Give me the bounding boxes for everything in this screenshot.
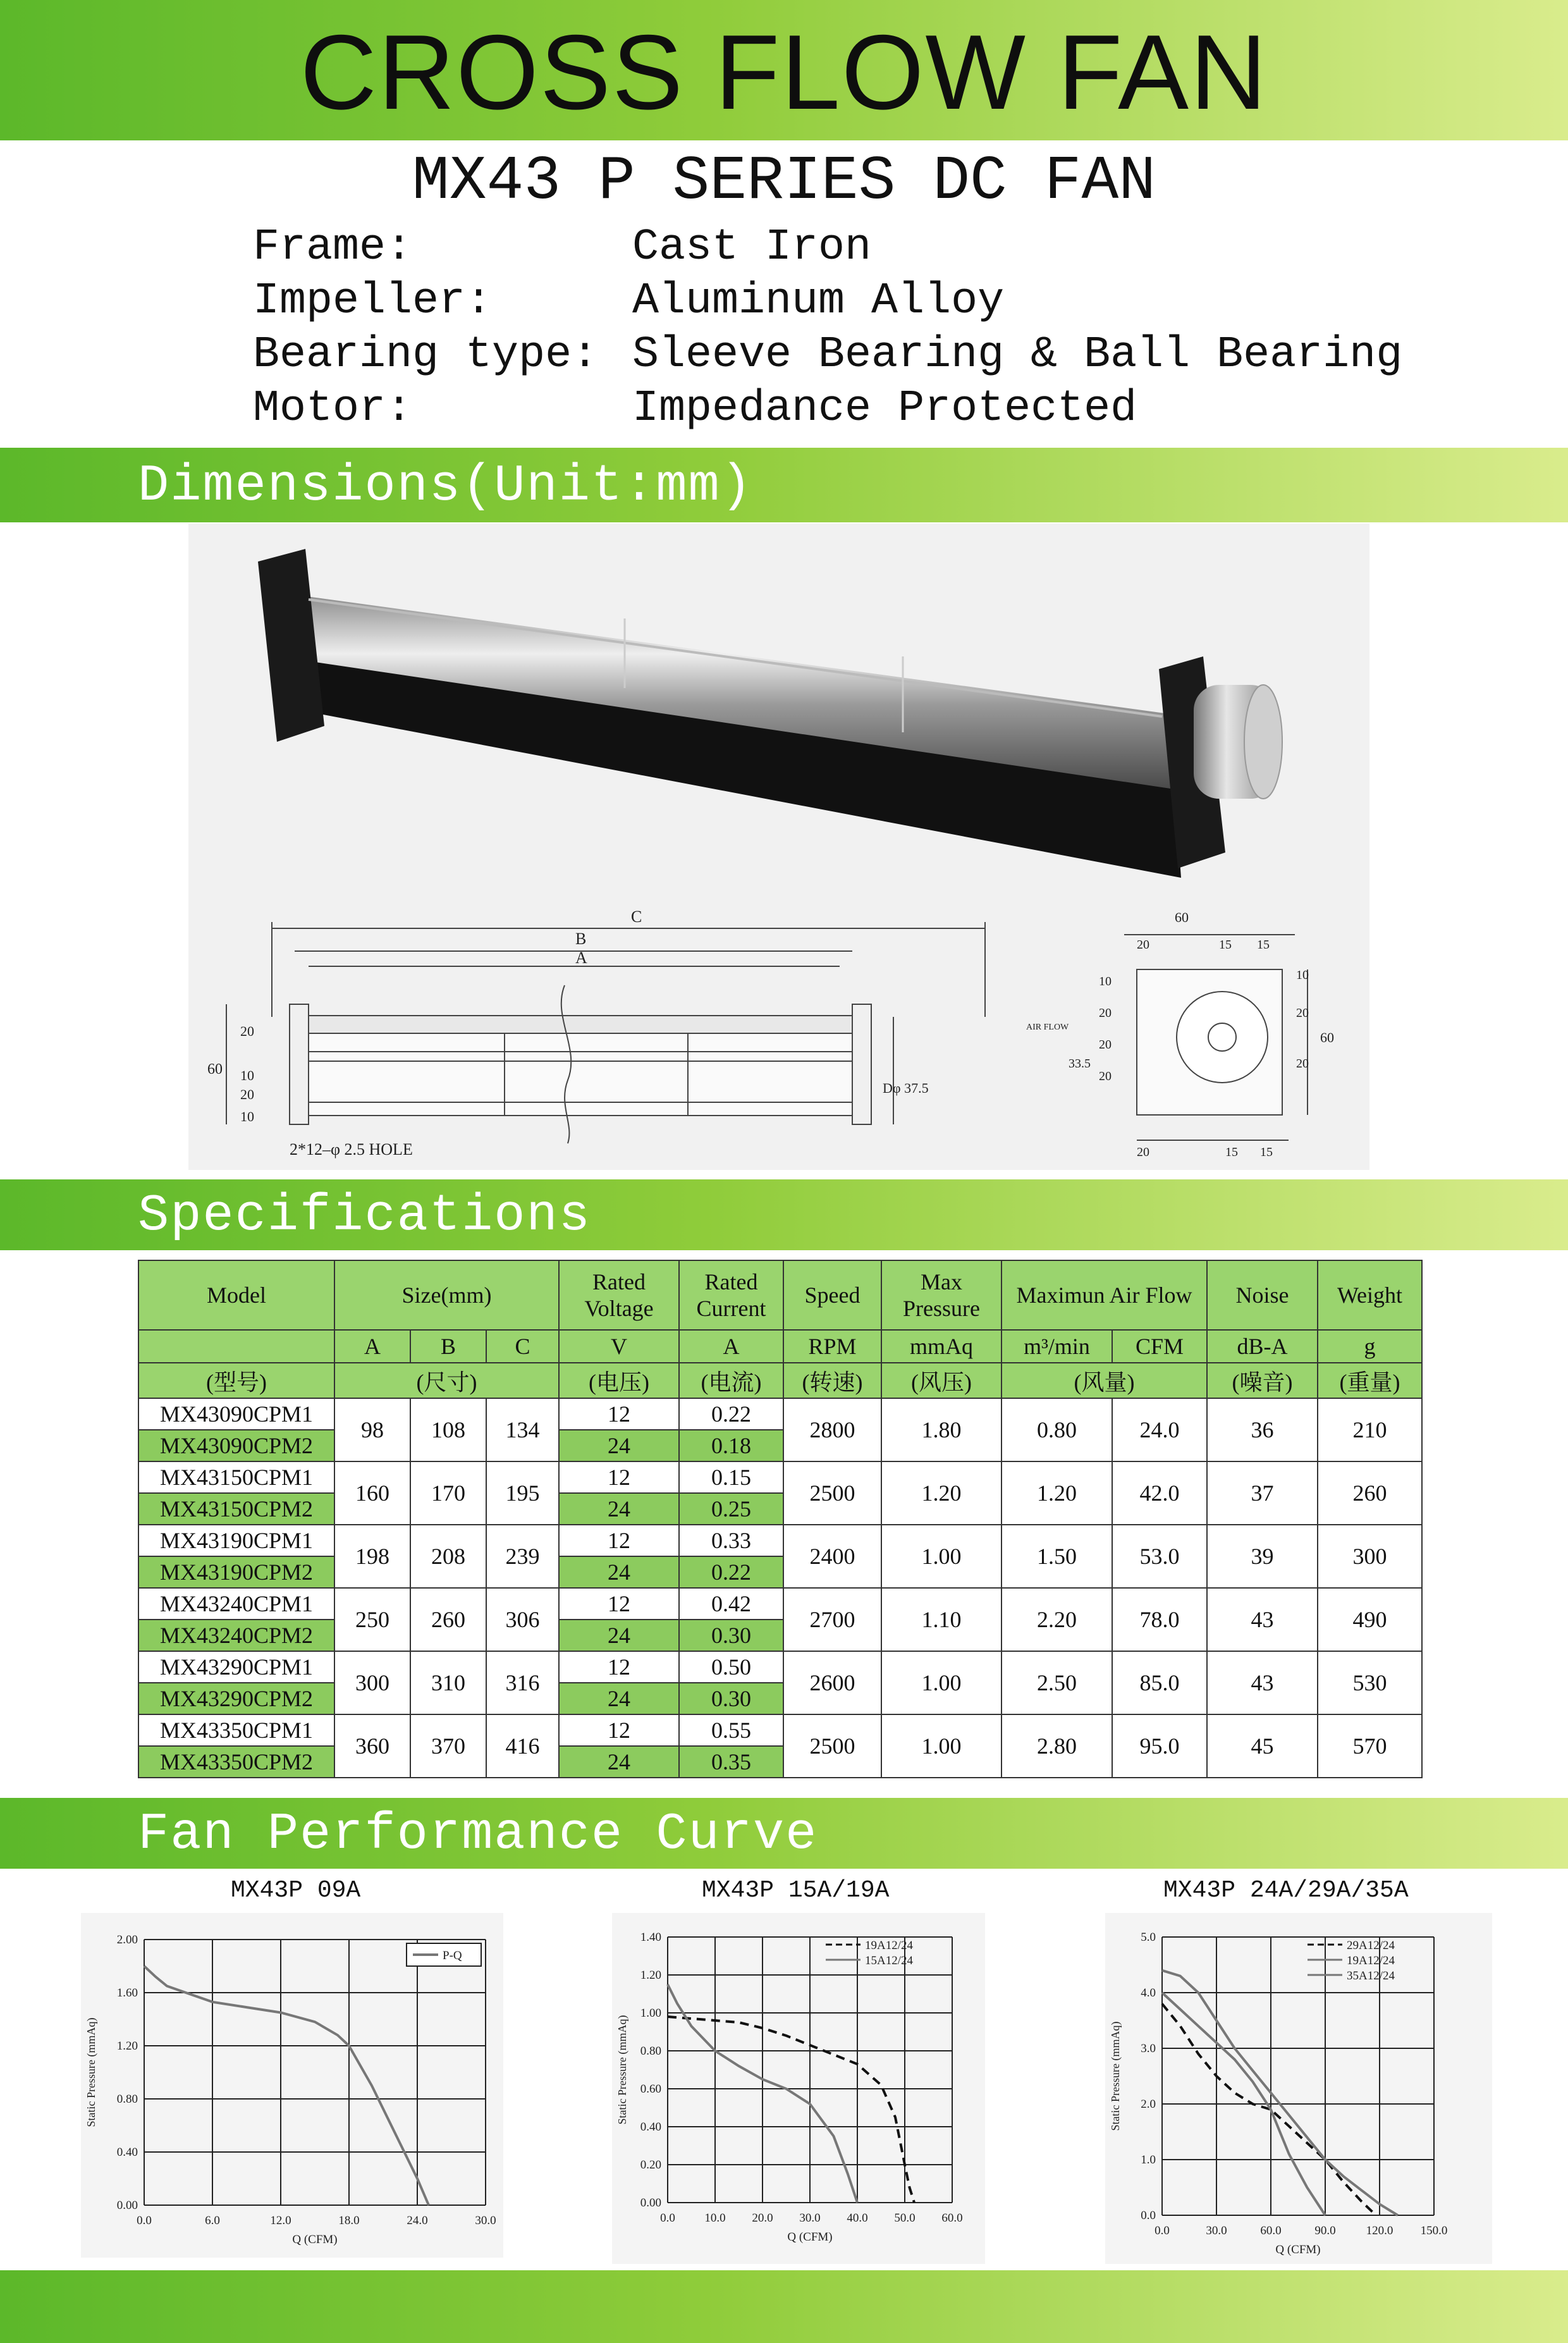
voltage-cell: 24: [559, 1746, 679, 1778]
x-tick-label: 10.0: [704, 2211, 726, 2225]
x-tick-label: 6.0: [205, 2214, 220, 2227]
dim-diameter: Dφ 37.5: [883, 1080, 929, 1096]
th-noise: Noise: [1207, 1260, 1318, 1330]
noise-cell: 43: [1207, 1588, 1318, 1651]
size-c-cell: 195: [486, 1461, 559, 1525]
current-cell: 0.30: [679, 1620, 783, 1651]
spec-label-frame: Frame:: [253, 223, 413, 273]
size-a-cell: 198: [334, 1525, 410, 1588]
x-tick-label: 0.0: [137, 2214, 152, 2227]
x-tick-label: 24.0: [407, 2214, 428, 2227]
model-cell: MX43190CPM2: [138, 1556, 334, 1588]
speed-cell: 2500: [783, 1714, 881, 1778]
voltage-cell: 24: [559, 1620, 679, 1651]
unit-mmaq: mmAq: [881, 1330, 1001, 1363]
side-top-15b: 15: [1257, 938, 1270, 952]
x-tick-label: 90.0: [1314, 2224, 1336, 2237]
voltage-cell: 24: [559, 1556, 679, 1588]
y-tick-label: 1.60: [116, 1986, 138, 2000]
side-view-drawing: [1124, 935, 1308, 1140]
airflow-cfm-cell: 78.0: [1112, 1588, 1207, 1651]
speed-cell: 2400: [783, 1525, 881, 1588]
hole-note: 2*12–φ 2.5 HOLE: [290, 1140, 413, 1159]
y-tick-label: 4.0: [1141, 1986, 1156, 2000]
y-tick-label: 0.40: [640, 2120, 661, 2134]
chart-title-24a: MX43P 24A/29A/35A: [1163, 1877, 1409, 1904]
speed-cell: 2700: [783, 1588, 881, 1651]
current-cell: 0.42: [679, 1588, 783, 1620]
table-row: [138, 1525, 1422, 1556]
size-a-cell: 360: [334, 1714, 410, 1778]
side-right-20b: 20: [1296, 1057, 1309, 1071]
speed-cell: 2600: [783, 1651, 881, 1714]
model-cell: MX43350CPM2: [138, 1746, 334, 1778]
size-b-cell: 310: [410, 1651, 486, 1714]
spec-table-body: [138, 1398, 1422, 1778]
unit-dba: dB-A: [1207, 1330, 1318, 1363]
size-b-cell: 208: [410, 1525, 486, 1588]
size-b-cell: 170: [410, 1461, 486, 1525]
y-axis-label: Static Pressure (mmAq): [85, 2017, 97, 2127]
side-bottom-15a: 15: [1225, 1145, 1238, 1159]
spec-table: [138, 1260, 1423, 1778]
y-tick-label: 1.20: [116, 2039, 138, 2053]
chart-24a: [1105, 1913, 1492, 2264]
airflow-cfm-cell: 42.0: [1112, 1461, 1207, 1525]
side-dim-33-5: 33.5: [1069, 1057, 1091, 1071]
airflow-m3-cell: 1.50: [1001, 1525, 1112, 1588]
unit-amp: A: [679, 1330, 783, 1363]
speed-cell: 2500: [783, 1461, 881, 1525]
model-cell: MX43350CPM1: [138, 1714, 334, 1746]
table-row: [138, 1588, 1422, 1620]
y-tick-label: 0.0: [1141, 2209, 1156, 2222]
unit-c: C: [486, 1330, 559, 1363]
side-left-10: 10: [1099, 975, 1112, 988]
x-tick-label: 30.0: [475, 2214, 496, 2227]
current-cell: 0.35: [679, 1746, 783, 1778]
side-right-20a: 20: [1296, 1006, 1309, 1020]
chart-15a: [612, 1913, 985, 2264]
model-cell: MX43150CPM1: [138, 1461, 334, 1493]
side-top-15a: 15: [1219, 938, 1232, 952]
weight-cell: 530: [1318, 1651, 1422, 1714]
x-tick-label: 40.0: [847, 2211, 868, 2225]
x-tick-label: 18.0: [338, 2214, 360, 2227]
dim-left-10b: 10: [240, 1109, 254, 1124]
cn-noise: (噪音): [1207, 1363, 1318, 1398]
y-tick-label: 0.00: [640, 2196, 661, 2210]
cn-current: (电流): [679, 1363, 783, 1398]
cn-size: (尺寸): [334, 1363, 559, 1398]
noise-cell: 43: [1207, 1651, 1318, 1714]
y-axis-label: Static Pressure (mmAq): [1109, 2021, 1122, 2131]
size-b-cell: 108: [410, 1398, 486, 1461]
current-cell: 0.50: [679, 1651, 783, 1683]
cn-weight: (重量): [1318, 1363, 1422, 1398]
x-tick-label: 0.0: [660, 2211, 675, 2225]
pressure-cell: 1.10: [881, 1588, 1001, 1651]
legend-label: 19A12/24: [1347, 1954, 1395, 1967]
noise-cell: 36: [1207, 1398, 1318, 1461]
dim-left-20b: 20: [240, 1086, 254, 1102]
chart-24a-svg: [1105, 1913, 1492, 2264]
chart-15a-svg: [612, 1913, 985, 2264]
legend-label: 19A12/24: [865, 1939, 913, 1952]
weight-cell: 210: [1318, 1398, 1422, 1461]
front-view-drawing: [226, 922, 985, 1143]
chart-title-15a: MX43P 15A/19A: [702, 1877, 890, 1904]
dim-left-60: 60: [207, 1061, 223, 1078]
spec-value-impeller: Aluminum Alloy: [632, 276, 1005, 326]
x-axis-label: Q (CFM): [1275, 2243, 1321, 2256]
dim-left-20a: 20: [240, 1023, 254, 1039]
y-tick-label: 0.20: [640, 2158, 661, 2172]
side-left-20a: 20: [1099, 1006, 1112, 1020]
table-row: [138, 1651, 1422, 1683]
voltage-cell: 24: [559, 1430, 679, 1461]
current-cell: 0.22: [679, 1398, 783, 1430]
cn-airflow: (风量): [1001, 1363, 1207, 1398]
pressure-cell: 1.00: [881, 1651, 1001, 1714]
airflow-cfm-cell: 53.0: [1112, 1525, 1207, 1588]
x-tick-label: 30.0: [1206, 2224, 1227, 2237]
fan-housing: [258, 549, 1225, 878]
dim-left-10a: 10: [240, 1067, 254, 1083]
table-row: [138, 1398, 1422, 1430]
cn-pressure: (风压): [881, 1363, 1001, 1398]
current-cell: 0.25: [679, 1493, 783, 1525]
current-cell: 0.30: [679, 1683, 783, 1714]
voltage-cell: 24: [559, 1683, 679, 1714]
side-right-10: 10: [1296, 968, 1309, 982]
th-model: Model: [138, 1260, 334, 1330]
current-cell: 0.22: [679, 1556, 783, 1588]
spec-value-bearing: Sleeve Bearing & Ball Bearing: [632, 330, 1403, 380]
y-tick-label: 3.0: [1141, 2042, 1156, 2055]
side-bottom-15b: 15: [1260, 1145, 1273, 1159]
size-a-cell: 250: [334, 1588, 410, 1651]
airflow-m3-cell: 2.50: [1001, 1651, 1112, 1714]
size-a-cell: 98: [334, 1398, 410, 1461]
weight-cell: 570: [1318, 1714, 1422, 1778]
dim-label-a: A: [575, 949, 587, 967]
model-cell: MX43240CPM2: [138, 1620, 334, 1651]
y-tick-label: 0.80: [116, 2093, 138, 2106]
th-size: Size(mm): [334, 1260, 559, 1330]
size-a-cell: 160: [334, 1461, 410, 1525]
x-axis-label: Q (CFM): [787, 2230, 833, 2244]
x-tick-label: 150.0: [1420, 2224, 1448, 2237]
y-tick-label: 2.00: [116, 1933, 138, 1946]
speed-cell: 2800: [783, 1398, 881, 1461]
side-left-20c: 20: [1099, 1069, 1112, 1083]
unit-b: B: [410, 1330, 486, 1363]
pressure-cell: 1.00: [881, 1525, 1001, 1588]
size-c-cell: 239: [486, 1525, 559, 1588]
unit-v: V: [559, 1330, 679, 1363]
x-tick-label: 12.0: [270, 2214, 291, 2227]
chart-09a: [81, 1913, 503, 2258]
x-tick-label: 0.0: [1155, 2224, 1170, 2237]
th-airflow: Maximun Air Flow: [1001, 1260, 1207, 1330]
cn-voltage: (电压): [559, 1363, 679, 1398]
unit-m3: m³/min: [1001, 1330, 1112, 1363]
spec-label-impeller: Impeller:: [253, 276, 493, 326]
footer-banner: [0, 2270, 1568, 2343]
legend-label: 15A12/24: [865, 1954, 913, 1967]
model-cell: MX43090CPM2: [138, 1430, 334, 1461]
dim-label-b: B: [575, 930, 587, 948]
size-c-cell: 416: [486, 1714, 559, 1778]
airflow-m3-cell: 0.80: [1001, 1398, 1112, 1461]
x-tick-label: 120.0: [1366, 2224, 1393, 2237]
pressure-cell: 1.80: [881, 1398, 1001, 1461]
series-line: [1162, 2004, 1376, 2215]
model-cell: MX43240CPM1: [138, 1588, 334, 1620]
specifications-heading: Specifications: [138, 1186, 591, 1245]
y-tick-label: 2.0: [1141, 2098, 1156, 2111]
side-bottom-20: 20: [1137, 1145, 1149, 1159]
side-right-60: 60: [1320, 1030, 1334, 1045]
pressure-cell: 1.00: [881, 1714, 1001, 1778]
model-cell: MX43290CPM2: [138, 1683, 334, 1714]
spec-label-motor: Motor:: [253, 384, 413, 434]
y-axis-label: Static Pressure (mmAq): [616, 2015, 628, 2125]
y-tick-label: 1.0: [1141, 2153, 1156, 2167]
cn-model: (型号): [138, 1363, 334, 1398]
table-row: [138, 1461, 1422, 1493]
unit-rpm: RPM: [783, 1330, 881, 1363]
airflow-cfm-cell: 95.0: [1112, 1714, 1207, 1778]
weight-cell: 260: [1318, 1461, 1422, 1525]
x-tick-label: 50.0: [894, 2211, 916, 2225]
model-cell: MX43150CPM2: [138, 1493, 334, 1525]
unit-a: A: [334, 1330, 410, 1363]
page-subtitle: MX43 P SERIES DC FAN: [412, 147, 1156, 217]
size-a-cell: 300: [334, 1651, 410, 1714]
page-title: CROSS FLOW FAN: [300, 13, 1268, 132]
pressure-cell: 1.20: [881, 1461, 1001, 1525]
size-b-cell: 260: [410, 1588, 486, 1651]
legend-label: 29A12/24: [1347, 1939, 1395, 1952]
current-cell: 0.15: [679, 1461, 783, 1493]
performance-heading: Fan Performance Curve: [138, 1805, 818, 1864]
current-cell: 0.18: [679, 1430, 783, 1461]
voltage-cell: 12: [559, 1398, 679, 1430]
spec-value-motor: Impedance Protected: [632, 384, 1137, 434]
size-c-cell: 134: [486, 1398, 559, 1461]
y-tick-label: 0.60: [640, 2082, 661, 2096]
x-tick-label: 60.0: [1260, 2224, 1282, 2237]
size-c-cell: 306: [486, 1588, 559, 1651]
th-weight: Weight: [1318, 1260, 1422, 1330]
unit-blank: [138, 1330, 334, 1363]
x-tick-label: 60.0: [941, 2211, 963, 2225]
fan-photo: [188, 524, 1369, 1170]
side-top-20: 20: [1137, 938, 1149, 952]
y-tick-label: 0.00: [116, 2199, 138, 2212]
y-tick-label: 1.20: [640, 1969, 661, 1982]
th-voltage: Rated Voltage: [559, 1260, 679, 1330]
side-left-20b: 20: [1099, 1038, 1112, 1052]
noise-cell: 45: [1207, 1714, 1318, 1778]
voltage-cell: 12: [559, 1525, 679, 1556]
dimensions-heading: Dimensions(Unit:mm): [138, 457, 753, 515]
y-tick-label: 5.0: [1141, 1931, 1156, 1944]
voltage-cell: 24: [559, 1493, 679, 1525]
size-b-cell: 370: [410, 1714, 486, 1778]
size-c-cell: 316: [486, 1651, 559, 1714]
weight-cell: 300: [1318, 1525, 1422, 1588]
voltage-cell: 12: [559, 1588, 679, 1620]
spec-label-bearing: Bearing type:: [253, 330, 599, 380]
x-axis-label: Q (CFM): [292, 2233, 338, 2246]
th-speed: Speed: [783, 1260, 881, 1330]
airflow-cfm-cell: 24.0: [1112, 1398, 1207, 1461]
fan-motor: [1194, 685, 1282, 799]
airflow-m3-cell: 1.20: [1001, 1461, 1112, 1525]
dim-label-c: C: [631, 907, 642, 926]
legend-label: P-Q: [443, 1949, 462, 1962]
noise-cell: 37: [1207, 1461, 1318, 1525]
cn-speed: (转速): [783, 1363, 881, 1398]
x-tick-label: 30.0: [799, 2211, 821, 2225]
dimensions-panel: [188, 524, 1369, 1170]
airflow-label: AIR FLOW: [1026, 1023, 1069, 1032]
th-current: Rated Current: [679, 1260, 783, 1330]
legend-label: 35A12/24: [1347, 1969, 1395, 1983]
model-cell: MX43090CPM1: [138, 1398, 334, 1430]
series-line: [1162, 1971, 1398, 2215]
model-cell: MX43290CPM1: [138, 1651, 334, 1683]
current-cell: 0.55: [679, 1714, 783, 1746]
chart-09a-svg: [81, 1913, 503, 2258]
series-line: [144, 1966, 429, 2205]
side-top-60: 60: [1175, 909, 1189, 925]
th-pressure: Max Pressure: [881, 1260, 1001, 1330]
weight-cell: 490: [1318, 1588, 1422, 1651]
y-tick-label: 1.40: [640, 1931, 661, 1944]
y-tick-label: 0.80: [640, 2045, 661, 2058]
airflow-m3-cell: 2.80: [1001, 1714, 1112, 1778]
unit-g: g: [1318, 1330, 1422, 1363]
airflow-m3-cell: 2.20: [1001, 1588, 1112, 1651]
y-tick-label: 1.00: [640, 2007, 661, 2020]
voltage-cell: 12: [559, 1651, 679, 1683]
spec-value-frame: Cast Iron: [632, 223, 872, 273]
table-row: [138, 1714, 1422, 1746]
voltage-cell: 12: [559, 1461, 679, 1493]
chart-title-09a: MX43P 09A: [231, 1877, 361, 1904]
airflow-cfm-cell: 85.0: [1112, 1651, 1207, 1714]
voltage-cell: 12: [559, 1714, 679, 1746]
noise-cell: 39: [1207, 1525, 1318, 1588]
series-line: [668, 2017, 914, 2203]
unit-cfm: CFM: [1112, 1330, 1207, 1363]
model-cell: MX43190CPM1: [138, 1525, 334, 1556]
current-cell: 0.33: [679, 1525, 783, 1556]
x-tick-label: 20.0: [752, 2211, 773, 2225]
y-tick-label: 0.40: [116, 2146, 138, 2159]
